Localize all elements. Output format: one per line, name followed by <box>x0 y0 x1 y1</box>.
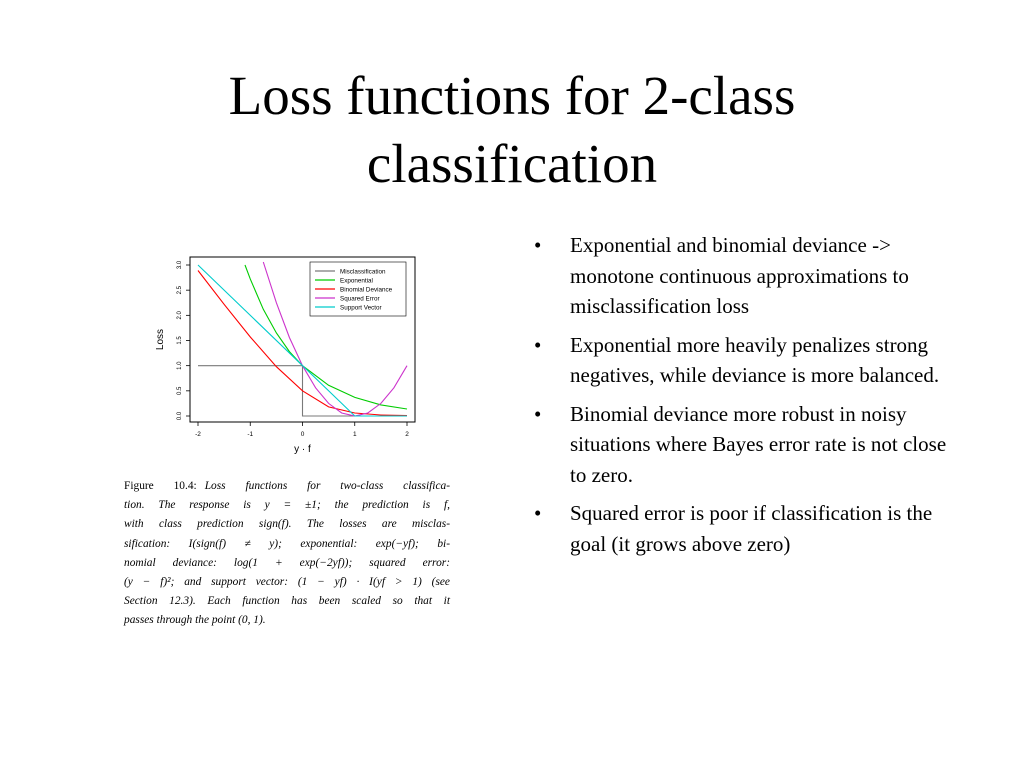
bullet-item <box>530 498 950 559</box>
y-tick-label: 2.0 <box>177 311 183 320</box>
bullet-symbol: • <box>534 332 542 357</box>
y-tick-label: 0.0 <box>177 411 183 421</box>
legend-label: Squared Error <box>340 295 380 303</box>
y-tick-label: 1.0 <box>177 361 183 370</box>
bullet-item <box>530 330 950 391</box>
bullet-symbol: • <box>534 501 542 525</box>
y-tick-label: 3.0 <box>177 260 183 270</box>
legend-label: Misclassification <box>340 268 386 276</box>
bullet-list <box>530 230 950 567</box>
bullet-item <box>530 399 950 491</box>
caption-line-1: Figure 10.4: Loss functions for two-class classifica- <box>124 480 451 492</box>
x-tick-label: 2 <box>405 431 409 438</box>
caption-line-6: (y − f)²; and support vector: (1 − yf) · I(yf > 1) (see <box>124 576 450 589</box>
y-tick-label: 0.5 <box>177 386 183 396</box>
bullet-text: Binomial deviance more robust in noisy situations where Bayes error rate is not close to zero. <box>570 401 947 487</box>
bullet-text: Exponential more heavily penalizes strong negatives, while deviance is more balanced. <box>570 332 940 387</box>
figure-caption <box>124 477 450 631</box>
caption-line-3: with class prediction sign(f). The losses are misclas- <box>124 518 450 531</box>
y-tick-label: 1.5 <box>177 336 183 345</box>
caption-line-5: nomial deviance: log(1 + exp(−2yf)); squared error: <box>124 556 450 569</box>
loss-chart-svg <box>150 250 430 460</box>
x-tick-label: 0 <box>300 431 305 438</box>
x-axis-label: y · f <box>294 444 311 455</box>
title-line-1: Loss functions for 2-class <box>228 65 796 126</box>
legend-label: Exponential <box>340 277 373 285</box>
caption-line-2: tion. The response is y = ±1; the prediction is f, <box>124 499 450 512</box>
bullet-text: Exponential and binomial deviance -> monotone continuous approximations to misclassification loss <box>570 233 909 318</box>
bullet-symbol: • <box>534 233 542 257</box>
caption-line-8: passes through the point (0, 1). <box>124 614 266 627</box>
legend-label: Support Vector <box>340 304 382 312</box>
caption-label: Figure 10.4: <box>124 480 197 492</box>
bullet-text: Squared error is poor if classification is the goal (it grows above zero) <box>570 501 933 556</box>
bullet-item <box>530 230 950 322</box>
x-tick-label: 1 <box>352 431 357 438</box>
y-axis-label: Loss <box>155 328 166 351</box>
y-tick-label: 2.5 <box>177 285 183 295</box>
caption-line-7: Section 12.3). Each function has been scaled so that it <box>124 595 450 608</box>
loss-chart <box>150 250 430 460</box>
title-line-2: classification <box>366 133 658 194</box>
x-tick-label: -1 <box>247 431 254 438</box>
x-tick-label: -2 <box>195 431 201 438</box>
slide-title <box>0 62 1024 198</box>
legend-label: Binomial Deviance <box>340 286 393 294</box>
bullet-symbol: • <box>534 401 542 426</box>
caption-line-4: sification: I(sign(f) ≠ y); exponential: exp(−yf); bi- <box>124 537 450 550</box>
